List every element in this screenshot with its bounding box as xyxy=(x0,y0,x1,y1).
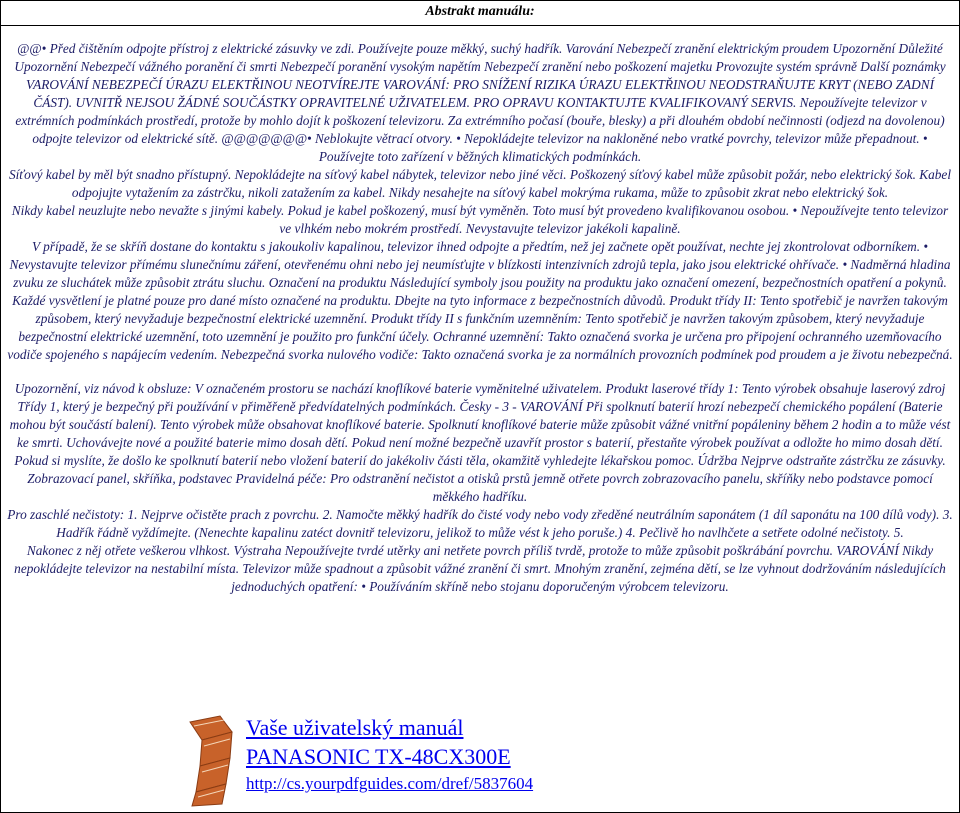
model-link[interactable]: PANASONIC TX-48CX300E xyxy=(246,744,511,769)
download-links xyxy=(246,714,533,796)
paragraph-power-cable: Síťový kabel by měl být snadno přístupný. Nepokládejte na síťový kabel nábytek, televizor nebo jiné věci. Poškozený síťový kabel může způsobit požár, nebo elektrický šok. Kabel odpojujte vytažením za zástrčku, nikoli zatažením za kabel. Nikdy nesahejte na síťový kabel mokrýma rukama, může to způsobit zkrat nebo elektrický šok. xyxy=(8,167,952,200)
open-book-logo-icon xyxy=(180,712,240,808)
paragraph-batteries-maintenance: Upozornění, viz návod k obsluze: V označeném prostoru se nachází knoflíkové baterie vyměnitelné uživatelem. Produkt laserové třídy 1: Tento výrobek obsahuje laserový zdroj Třídy 1, který je bezpečný při používání v přiměřeně předvídatelných podmínkách. Česky - 3 - VAROVÁNÍ Při spolknutí baterií hrozí nebezpečí chemického popálení (Baterie mohou být součástí balení). Tento výrobek může obsahovat knoflíkové baterie. Spolknutí knoflíkové baterie může způsobit vážné vnitřní popáleniny během 2 hodin a to může vést ke smrti. Uchovávejte nové a použité baterie mimo dosah dětí. Pokud není možné bezpečně uzavřít prostor s baterií, přestaňte výrobek používat a odložte ho mimo dosah dětí. Pokud si myslíte, že došlo ke spolknutí baterií nebo vložení baterií do jakékoliv části těla, okamžitě vyhledejte lékařskou pomoc. Údržba Nejprve odstraňte zástrčku ze zásuvky. Zobrazovací panel, skříňka, podstavec Pravidelná péče: Pro odstranění nečistot a otisků prstů jemně otřete povrch zobrazovacího panelu, skříňky nebo podstavce pomocí měkkého hadříku. xyxy=(9,381,951,504)
heading-divider xyxy=(1,25,959,26)
paragraph-product-markings: V případě, že se skříň dostane do kontaktu s jakoukoliv kapalinou, televizor ihned odpojte a předtím, než jej začnete opět používat, nechte jej zkontrolovat odborníkem. • Nevystavujte televizor přímému slunečnímu záření, otevřenému ohni nebo jej neumísťujte v blízkosti intenzivních zdrojů tepla, jako jsou elektrické ohřívače. • Nadměrná hladina zvuku ze sluchátek může způsobit ztrátu sluchu. Označení na produktu Následující symboly jsou použity na produktu jako označení omezení, bezpečnostních opatření a pokynů. Každé vysvětlení je platné pouze pro dané místo označené na produktu. Dbejte na tyto informace z bezpečnostních důvodů. Produkt třídy II: Tento spotřebič je navržen takovým způsobem, který nevyžaduje bezpečnostní elektrické uzemnění. Produkt třídy II s funkčním uzemněním: Tento spotřebič je navržen takovým způsobem, který nevyžaduje bezpečnostní elektrické uzemnění, toto uzemnění je použito pro funkční účely. Ochranné uzemnění: Takto označená svorka je určena pro připojení ochranného uzemňovacího vodiče spojeného s napájecím vedením. Nebezpečná svorka nulového vodiče: Takto označená svorka je za normálních provozních podmínek pod proudem a je životu nebezpečná. xyxy=(7,239,953,362)
paragraph-wring-cloth: Hadřík řádně vyždímejte. (Nenechte kapalinu zatéct dovnitř televizoru, jelikož to může vést k jeho poruše.) 4. Pečlivě ho navlhčete a setřete odolné nečistoty. 5. xyxy=(56,525,904,540)
manual-abstract xyxy=(6,40,954,596)
paragraph-safety-warnings: @@• Před čištěním odpojte přístroj z elektrické zásuvky ve zdi. Používejte pouze měkký, suchý hadřík. Varování Nebezpečí zranění elektrickým proudem Upozornění Důležité Upozornění Nebezpečí vážného poranění či smrti Nebezpečí poranění vysokým napětím Nebezpečí zranění nebo poškození majetku Provozujte systém správně Další poznámky VAROVÁNÍ NEBEZPEČÍ ÚRAZU ELEKTŘINOU NEOTVÍREJTE VAROVÁNÍ: PRO SNÍŽENÍ RIZIKA ÚRAZU ELEKTŘINOU NEODSTRAŇUJTE KRYT (NEBO ZADNÍ ČÁST). UVNITŘ NEJSOU ŽÁDNÉ SOUČÁSTKY OPRAVITELNÉ UŽIVATELEM. PRO OPRAVU KONTAKTUJTE KVALIFIKOVANÝ SERVIS. Nepoužívejte televizor v extrémních podmínkách prostředí, protože by mohlo dojít k poškození televizoru. Za extrémního počasí (bouře, blesky) a při dlouhém období nečinnosti (odjezd na dovolenou) odpojte televizor od elektrické sítě. @@@@@@@• Neblokujte větrací otvory. • Nepokládejte televizor na nakloněné nebo vratké povrchy, televizor může přepadnout. • Používejte toto zařízení v běžných klimatických podmínkách. xyxy=(14,41,946,164)
manual-link[interactable]: Vaše uživatelský manuál xyxy=(246,715,464,740)
paragraph-gap xyxy=(6,364,954,380)
page-title: Abstrakt manuálu: xyxy=(425,4,535,19)
paragraph-final-warning: Nakonec z něj otřete veškerou vlhkost. Výstraha Nepoužívejte tvrdé utěrky ani netřete povrch příliš tvrdě, protože to může způsobit poškrábání povrchu. VAROVÁNÍ Nikdy nepokládejte televizor na nestabilní místa. Televizor může spadnout a způsobit vážné zranění či smrt. Mnohým zranění, zejména dětí, se lze vyhnout dodržováním následujících jednoduchých opatření: • Používáním skříně nebo stojanu doporučeným výrobcem televizoru. xyxy=(14,543,946,594)
url-link[interactable]: http://cs.yourpdfguides.com/dref/5837604 xyxy=(246,774,534,793)
paragraph-dry-dirt: Pro zaschlé nečistoty: 1. Nejprve očistěte prach z povrchu. 2. Namočte měkký hadřík do čisté vody nebo vody zředěné neutrálním saponátem (1 díl saponátu na 100 dílů vody). 3. xyxy=(7,507,953,522)
paragraph-cable-handling: Nikdy kabel neuzlujte nebo nevažte s jinými kabely. Pokud je kabel poškozený, musí být vyměněn. Toto musí být provedeno kvalifikovanou osobou. • Nepoužívejte tento televizor ve vlhkém nebo mokrém prostředí. Nevystavujte televizor jakékoli kapalině. xyxy=(11,203,949,236)
